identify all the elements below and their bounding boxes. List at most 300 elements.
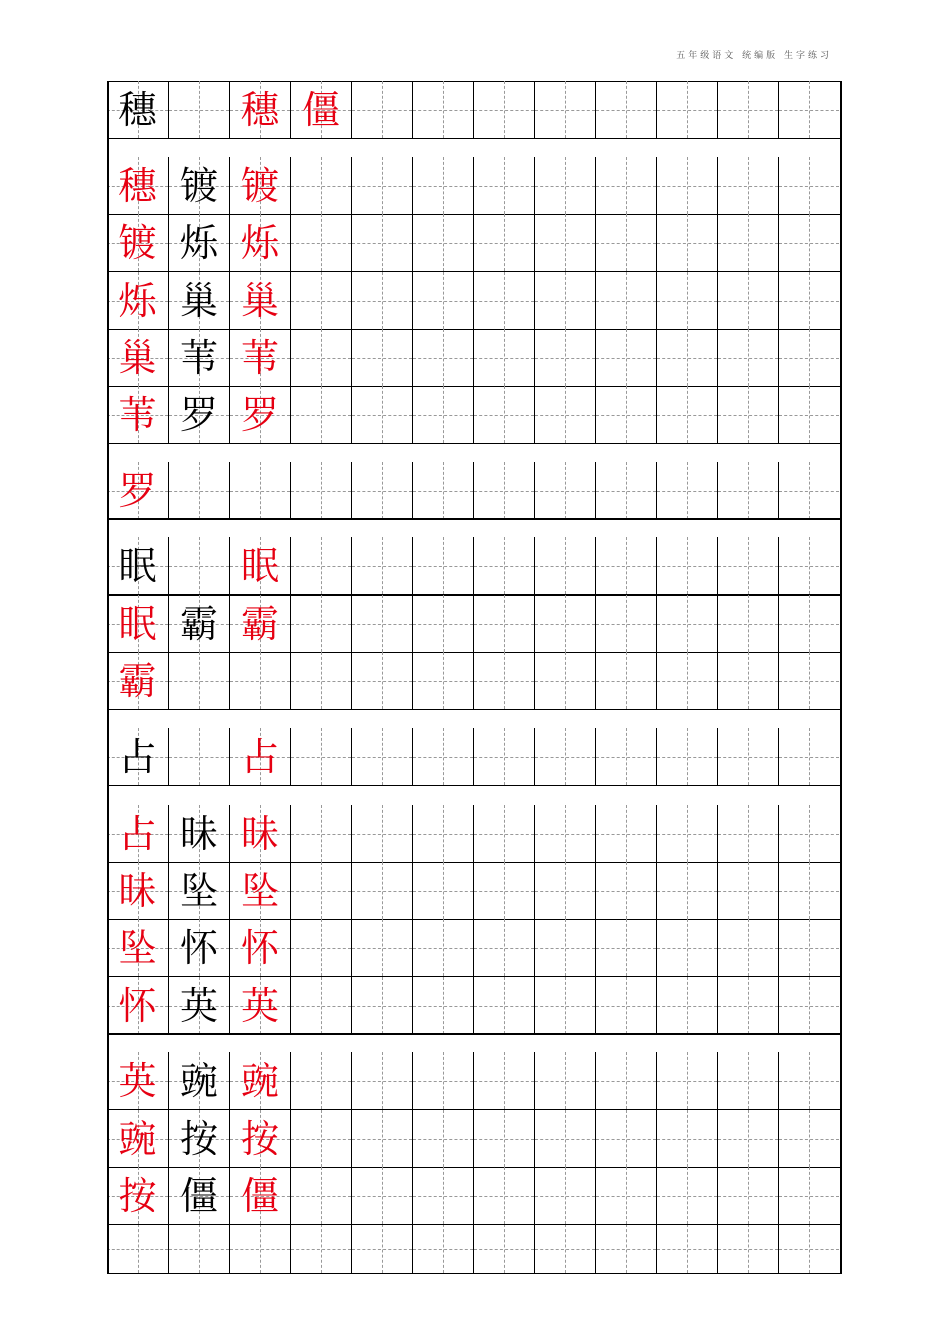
grid-cell bbox=[229, 537, 290, 594]
grid-cell bbox=[656, 652, 717, 709]
grid-cell bbox=[778, 1167, 839, 1224]
grid-cell bbox=[290, 214, 351, 271]
grid-row bbox=[107, 728, 842, 786]
practice-character: 僵 bbox=[179, 1173, 218, 1218]
practice-character: 苇 bbox=[240, 335, 279, 380]
grid-row bbox=[107, 1052, 842, 1110]
grid-cell bbox=[107, 1167, 168, 1224]
grid-cell bbox=[473, 977, 534, 1034]
grid-cell bbox=[351, 1052, 412, 1109]
grid-cell bbox=[412, 329, 473, 386]
grid-row bbox=[107, 595, 842, 653]
grid-cell bbox=[778, 214, 839, 271]
grid-cell bbox=[168, 728, 229, 785]
grid-cell bbox=[778, 157, 839, 214]
grid-cell bbox=[473, 386, 534, 443]
grid-cell bbox=[412, 1224, 473, 1273]
grid-cell bbox=[595, 1167, 656, 1224]
grid-cell bbox=[534, 272, 595, 329]
grid-cell bbox=[717, 1110, 778, 1167]
writing-grid bbox=[107, 81, 842, 1273]
grid-cell bbox=[473, 462, 534, 519]
grid-cell bbox=[595, 805, 656, 862]
grid-row bbox=[107, 1167, 842, 1225]
grid-cell bbox=[168, 1110, 229, 1167]
practice-character: 眠 bbox=[118, 543, 157, 588]
grid-cell bbox=[290, 652, 351, 709]
grid-row bbox=[107, 919, 842, 977]
grid-cell bbox=[778, 1224, 839, 1273]
grid-cell bbox=[534, 977, 595, 1034]
grid-cell bbox=[717, 386, 778, 443]
grid-cell bbox=[534, 1110, 595, 1167]
grid-cell bbox=[778, 805, 839, 862]
grid-cell bbox=[473, 1110, 534, 1167]
grid-cell bbox=[717, 977, 778, 1034]
practice-character: 罗 bbox=[118, 468, 157, 513]
practice-character: 霸 bbox=[179, 601, 218, 646]
grid-cell bbox=[778, 595, 839, 652]
grid-cell bbox=[168, 386, 229, 443]
grid-cell bbox=[717, 1167, 778, 1224]
grid-cell bbox=[656, 272, 717, 329]
grid-cell bbox=[534, 595, 595, 652]
grid-cell bbox=[290, 1052, 351, 1109]
practice-character: 坠 bbox=[240, 868, 279, 913]
grid-cell bbox=[168, 652, 229, 709]
grid-cell bbox=[534, 805, 595, 862]
practice-character: 穗 bbox=[118, 163, 157, 208]
grid-cell bbox=[290, 81, 351, 138]
grid-cell bbox=[351, 1110, 412, 1167]
grid-row bbox=[107, 462, 842, 520]
grid-cell bbox=[534, 1167, 595, 1224]
grid-cell bbox=[229, 81, 290, 138]
grid-cell bbox=[229, 329, 290, 386]
grid-cell bbox=[290, 386, 351, 443]
grid-cell bbox=[168, 977, 229, 1034]
grid-cell bbox=[595, 1052, 656, 1109]
grid-cell bbox=[290, 1224, 351, 1273]
grid-cell bbox=[473, 595, 534, 652]
grid-cell bbox=[595, 157, 656, 214]
practice-character: 豌 bbox=[118, 1116, 157, 1161]
grid-cell bbox=[717, 272, 778, 329]
grid-cell bbox=[351, 157, 412, 214]
grid-row bbox=[107, 157, 842, 215]
grid-cell bbox=[168, 157, 229, 214]
practice-character: 罗 bbox=[240, 392, 279, 437]
grid-cell bbox=[656, 805, 717, 862]
practice-character: 镀 bbox=[118, 220, 157, 265]
row-separator-line bbox=[107, 1224, 842, 1225]
grid-cell bbox=[107, 272, 168, 329]
grid-cell bbox=[778, 1052, 839, 1109]
grid-cell bbox=[534, 862, 595, 919]
practice-character: 苇 bbox=[179, 335, 218, 380]
grid-cell bbox=[351, 919, 412, 976]
row-separator-line bbox=[107, 518, 842, 519]
practice-character: 巢 bbox=[240, 278, 279, 323]
grid-cell bbox=[351, 728, 412, 785]
grid-cell bbox=[534, 81, 595, 138]
grid-cell bbox=[290, 537, 351, 594]
grid-cell bbox=[595, 386, 656, 443]
grid-cell bbox=[412, 1052, 473, 1109]
grid-cell bbox=[168, 862, 229, 919]
grid-cell bbox=[412, 1167, 473, 1224]
grid-cell bbox=[412, 157, 473, 214]
grid-cell bbox=[656, 537, 717, 594]
practice-character: 英 bbox=[118, 1058, 157, 1103]
grid-cell bbox=[168, 805, 229, 862]
grid-cell bbox=[290, 977, 351, 1034]
grid-cell bbox=[717, 537, 778, 594]
practice-character: 眠 bbox=[118, 601, 157, 646]
practice-character: 占 bbox=[118, 811, 157, 856]
grid-cell bbox=[717, 81, 778, 138]
grid-cell bbox=[717, 805, 778, 862]
grid-cell bbox=[107, 977, 168, 1034]
grid-cell bbox=[351, 862, 412, 919]
grid-cell bbox=[168, 537, 229, 594]
grid-cell bbox=[534, 919, 595, 976]
practice-character: 按 bbox=[240, 1116, 279, 1161]
grid-cell bbox=[656, 728, 717, 785]
grid-cell bbox=[473, 862, 534, 919]
grid-row bbox=[107, 214, 842, 272]
grid-row bbox=[107, 805, 842, 863]
grid-cell bbox=[351, 1224, 412, 1273]
practice-character: 昧 bbox=[240, 811, 279, 856]
grid-cell bbox=[778, 462, 839, 519]
grid-cell bbox=[717, 329, 778, 386]
grid-cell bbox=[656, 157, 717, 214]
practice-character: 霸 bbox=[118, 658, 157, 703]
grid-cell bbox=[290, 1167, 351, 1224]
practice-character: 坠 bbox=[179, 868, 218, 913]
row-separator-line bbox=[107, 709, 842, 710]
grid-cell bbox=[412, 862, 473, 919]
grid-cell bbox=[351, 1167, 412, 1224]
grid-cell bbox=[778, 862, 839, 919]
grid-cell bbox=[412, 462, 473, 519]
grid-row bbox=[107, 537, 842, 596]
practice-character: 按 bbox=[179, 1116, 218, 1161]
practice-character: 烁 bbox=[118, 278, 157, 323]
grid-row bbox=[107, 1224, 842, 1274]
grid-cell bbox=[595, 595, 656, 652]
grid-cell bbox=[473, 214, 534, 271]
grid-cell bbox=[168, 1167, 229, 1224]
grid-cell bbox=[107, 386, 168, 443]
grid-cell bbox=[229, 652, 290, 709]
practice-character: 昧 bbox=[179, 811, 218, 856]
grid-cell bbox=[107, 1224, 168, 1273]
grid-cell bbox=[351, 214, 412, 271]
grid-cell bbox=[473, 537, 534, 594]
grid-row bbox=[107, 1110, 842, 1168]
grid-cell bbox=[595, 462, 656, 519]
practice-character: 昧 bbox=[118, 868, 157, 913]
grid-cell bbox=[595, 652, 656, 709]
grid-cell bbox=[717, 728, 778, 785]
grid-cell bbox=[168, 81, 229, 138]
grid-cell bbox=[656, 1167, 717, 1224]
grid-cell bbox=[534, 652, 595, 709]
grid-cell bbox=[229, 977, 290, 1034]
grid-cell bbox=[473, 81, 534, 138]
grid-cell bbox=[290, 1110, 351, 1167]
grid-cell bbox=[229, 805, 290, 862]
grid-cell bbox=[107, 462, 168, 519]
grid-cell bbox=[717, 1224, 778, 1273]
grid-cell bbox=[534, 462, 595, 519]
practice-character: 烁 bbox=[240, 220, 279, 265]
grid-right-border bbox=[840, 81, 842, 1273]
grid-cell bbox=[595, 977, 656, 1034]
grid-cell bbox=[473, 728, 534, 785]
grid-cell bbox=[168, 1052, 229, 1109]
grid-cell bbox=[595, 81, 656, 138]
practice-character: 僵 bbox=[301, 87, 340, 132]
grid-cell bbox=[168, 595, 229, 652]
grid-cell bbox=[534, 157, 595, 214]
grid-cell bbox=[595, 329, 656, 386]
grid-cell bbox=[351, 386, 412, 443]
row-separator-line bbox=[107, 443, 842, 444]
grid-cell bbox=[168, 919, 229, 976]
grid-cell bbox=[595, 728, 656, 785]
grid-cell bbox=[595, 272, 656, 329]
grid-row bbox=[107, 977, 842, 1035]
grid-cell bbox=[107, 1110, 168, 1167]
grid-cell bbox=[778, 537, 839, 594]
practice-character: 坠 bbox=[118, 925, 157, 970]
grid-cell bbox=[229, 214, 290, 271]
practice-character: 镀 bbox=[240, 163, 279, 208]
grid-cell bbox=[107, 805, 168, 862]
grid-cell bbox=[290, 805, 351, 862]
grid-cell bbox=[473, 272, 534, 329]
grid-cell bbox=[290, 462, 351, 519]
row-separator-line bbox=[107, 138, 842, 139]
grid-cell bbox=[107, 919, 168, 976]
grid-cell bbox=[595, 1110, 656, 1167]
grid-cell bbox=[107, 652, 168, 709]
grid-cell bbox=[229, 386, 290, 443]
grid-cell bbox=[778, 652, 839, 709]
grid-cell bbox=[168, 462, 229, 519]
grid-cell bbox=[412, 537, 473, 594]
grid-row bbox=[107, 386, 842, 444]
practice-character: 镀 bbox=[179, 163, 218, 208]
grid-cell bbox=[290, 728, 351, 785]
grid-cell bbox=[656, 386, 717, 443]
grid-cell bbox=[290, 157, 351, 214]
grid-cell bbox=[473, 919, 534, 976]
grid-cell bbox=[229, 728, 290, 785]
grid-cell bbox=[351, 462, 412, 519]
grid-row bbox=[107, 862, 842, 920]
grid-cell bbox=[595, 1224, 656, 1273]
grid-cell bbox=[534, 386, 595, 443]
practice-character: 怀 bbox=[179, 925, 218, 970]
grid-cell bbox=[229, 462, 290, 519]
grid-cell bbox=[473, 329, 534, 386]
grid-cell bbox=[229, 862, 290, 919]
practice-character: 按 bbox=[118, 1173, 157, 1218]
grid-cell bbox=[656, 462, 717, 519]
practice-character: 僵 bbox=[240, 1173, 279, 1218]
practice-character: 巢 bbox=[179, 278, 218, 323]
grid-cell bbox=[473, 805, 534, 862]
grid-row bbox=[107, 272, 842, 330]
page-header: 五年级语文 统编版 生字练习 bbox=[676, 51, 832, 61]
grid-cell bbox=[656, 1224, 717, 1273]
grid-cell bbox=[351, 805, 412, 862]
practice-character: 英 bbox=[179, 983, 218, 1028]
grid-cell bbox=[656, 919, 717, 976]
practice-character: 豌 bbox=[240, 1058, 279, 1103]
grid-cell bbox=[595, 862, 656, 919]
grid-cell bbox=[473, 652, 534, 709]
grid-cell bbox=[107, 728, 168, 785]
grid-cell bbox=[534, 537, 595, 594]
grid-cell bbox=[473, 1224, 534, 1273]
grid-cell bbox=[168, 214, 229, 271]
grid-cell bbox=[717, 214, 778, 271]
grid-cell bbox=[351, 977, 412, 1034]
practice-character: 苇 bbox=[118, 392, 157, 437]
grid-cell bbox=[290, 272, 351, 329]
grid-cell bbox=[778, 272, 839, 329]
grid-cell bbox=[351, 272, 412, 329]
grid-cell bbox=[290, 862, 351, 919]
grid-cell bbox=[107, 595, 168, 652]
grid-cell bbox=[351, 329, 412, 386]
grid-cell bbox=[351, 652, 412, 709]
grid-cell bbox=[290, 919, 351, 976]
grid-cell bbox=[290, 595, 351, 652]
grid-cell bbox=[656, 214, 717, 271]
grid-cell bbox=[168, 1224, 229, 1273]
grid-cell bbox=[412, 977, 473, 1034]
grid-cell bbox=[473, 1167, 534, 1224]
grid-cell bbox=[534, 1052, 595, 1109]
practice-character: 英 bbox=[240, 983, 279, 1028]
practice-character: 巢 bbox=[118, 335, 157, 380]
grid-cell bbox=[412, 595, 473, 652]
grid-cell bbox=[534, 329, 595, 386]
grid-cell bbox=[473, 1052, 534, 1109]
grid-cell bbox=[351, 537, 412, 594]
grid-cell bbox=[778, 1110, 839, 1167]
grid-cell bbox=[412, 214, 473, 271]
grid-row bbox=[107, 652, 842, 710]
grid-cell bbox=[717, 652, 778, 709]
grid-cell bbox=[717, 157, 778, 214]
grid-cell bbox=[229, 919, 290, 976]
grid-cell bbox=[656, 1052, 717, 1109]
grid-cell bbox=[656, 862, 717, 919]
grid-cell bbox=[534, 214, 595, 271]
grid-cell bbox=[412, 728, 473, 785]
grid-cell bbox=[778, 329, 839, 386]
grid-cell bbox=[168, 272, 229, 329]
grid-cell bbox=[717, 595, 778, 652]
grid-cell bbox=[778, 81, 839, 138]
grid-cell bbox=[778, 386, 839, 443]
grid-cell bbox=[778, 919, 839, 976]
practice-character: 穗 bbox=[240, 87, 279, 132]
grid-cell bbox=[595, 919, 656, 976]
grid-cell bbox=[412, 652, 473, 709]
grid-cell bbox=[229, 272, 290, 329]
grid-cell bbox=[107, 1052, 168, 1109]
grid-cell bbox=[412, 272, 473, 329]
grid-row bbox=[107, 329, 842, 387]
grid-cell bbox=[412, 81, 473, 138]
grid-cell bbox=[717, 919, 778, 976]
grid-cell bbox=[229, 157, 290, 214]
grid-cell bbox=[229, 1110, 290, 1167]
grid-cell bbox=[717, 1052, 778, 1109]
grid-cell bbox=[107, 862, 168, 919]
grid-cell bbox=[412, 1110, 473, 1167]
grid-cell bbox=[107, 329, 168, 386]
grid-cell bbox=[107, 81, 168, 138]
grid-cell bbox=[656, 329, 717, 386]
practice-character: 眠 bbox=[240, 543, 279, 588]
grid-cell bbox=[656, 1110, 717, 1167]
grid-cell bbox=[229, 1167, 290, 1224]
grid-cell bbox=[656, 595, 717, 652]
grid-cell bbox=[778, 728, 839, 785]
row-separator-line bbox=[107, 1033, 842, 1034]
grid-cell bbox=[107, 214, 168, 271]
grid-cell bbox=[412, 919, 473, 976]
grid-cell bbox=[351, 595, 412, 652]
grid-cell bbox=[412, 805, 473, 862]
grid-cell bbox=[168, 329, 229, 386]
practice-character: 占 bbox=[240, 734, 279, 779]
grid-cell bbox=[656, 977, 717, 1034]
row-separator-line bbox=[107, 785, 842, 786]
grid-cell bbox=[534, 1224, 595, 1273]
grid-cell bbox=[229, 595, 290, 652]
practice-character: 怀 bbox=[240, 925, 279, 970]
grid-cell bbox=[534, 728, 595, 785]
grid-cell bbox=[595, 537, 656, 594]
grid-cell bbox=[107, 157, 168, 214]
grid-cell bbox=[717, 862, 778, 919]
grid-row bbox=[107, 81, 842, 139]
grid-cell bbox=[595, 214, 656, 271]
grid-cell bbox=[229, 1224, 290, 1273]
practice-character: 怀 bbox=[118, 983, 157, 1028]
grid-cell bbox=[229, 1052, 290, 1109]
practice-character: 烁 bbox=[179, 220, 218, 265]
practice-character: 占 bbox=[118, 734, 157, 779]
grid-cell bbox=[351, 81, 412, 138]
practice-character: 豌 bbox=[179, 1058, 218, 1103]
grid-cell bbox=[290, 329, 351, 386]
grid-cell bbox=[778, 977, 839, 1034]
grid-cell bbox=[107, 537, 168, 594]
grid-cell bbox=[412, 386, 473, 443]
grid-cell bbox=[717, 462, 778, 519]
